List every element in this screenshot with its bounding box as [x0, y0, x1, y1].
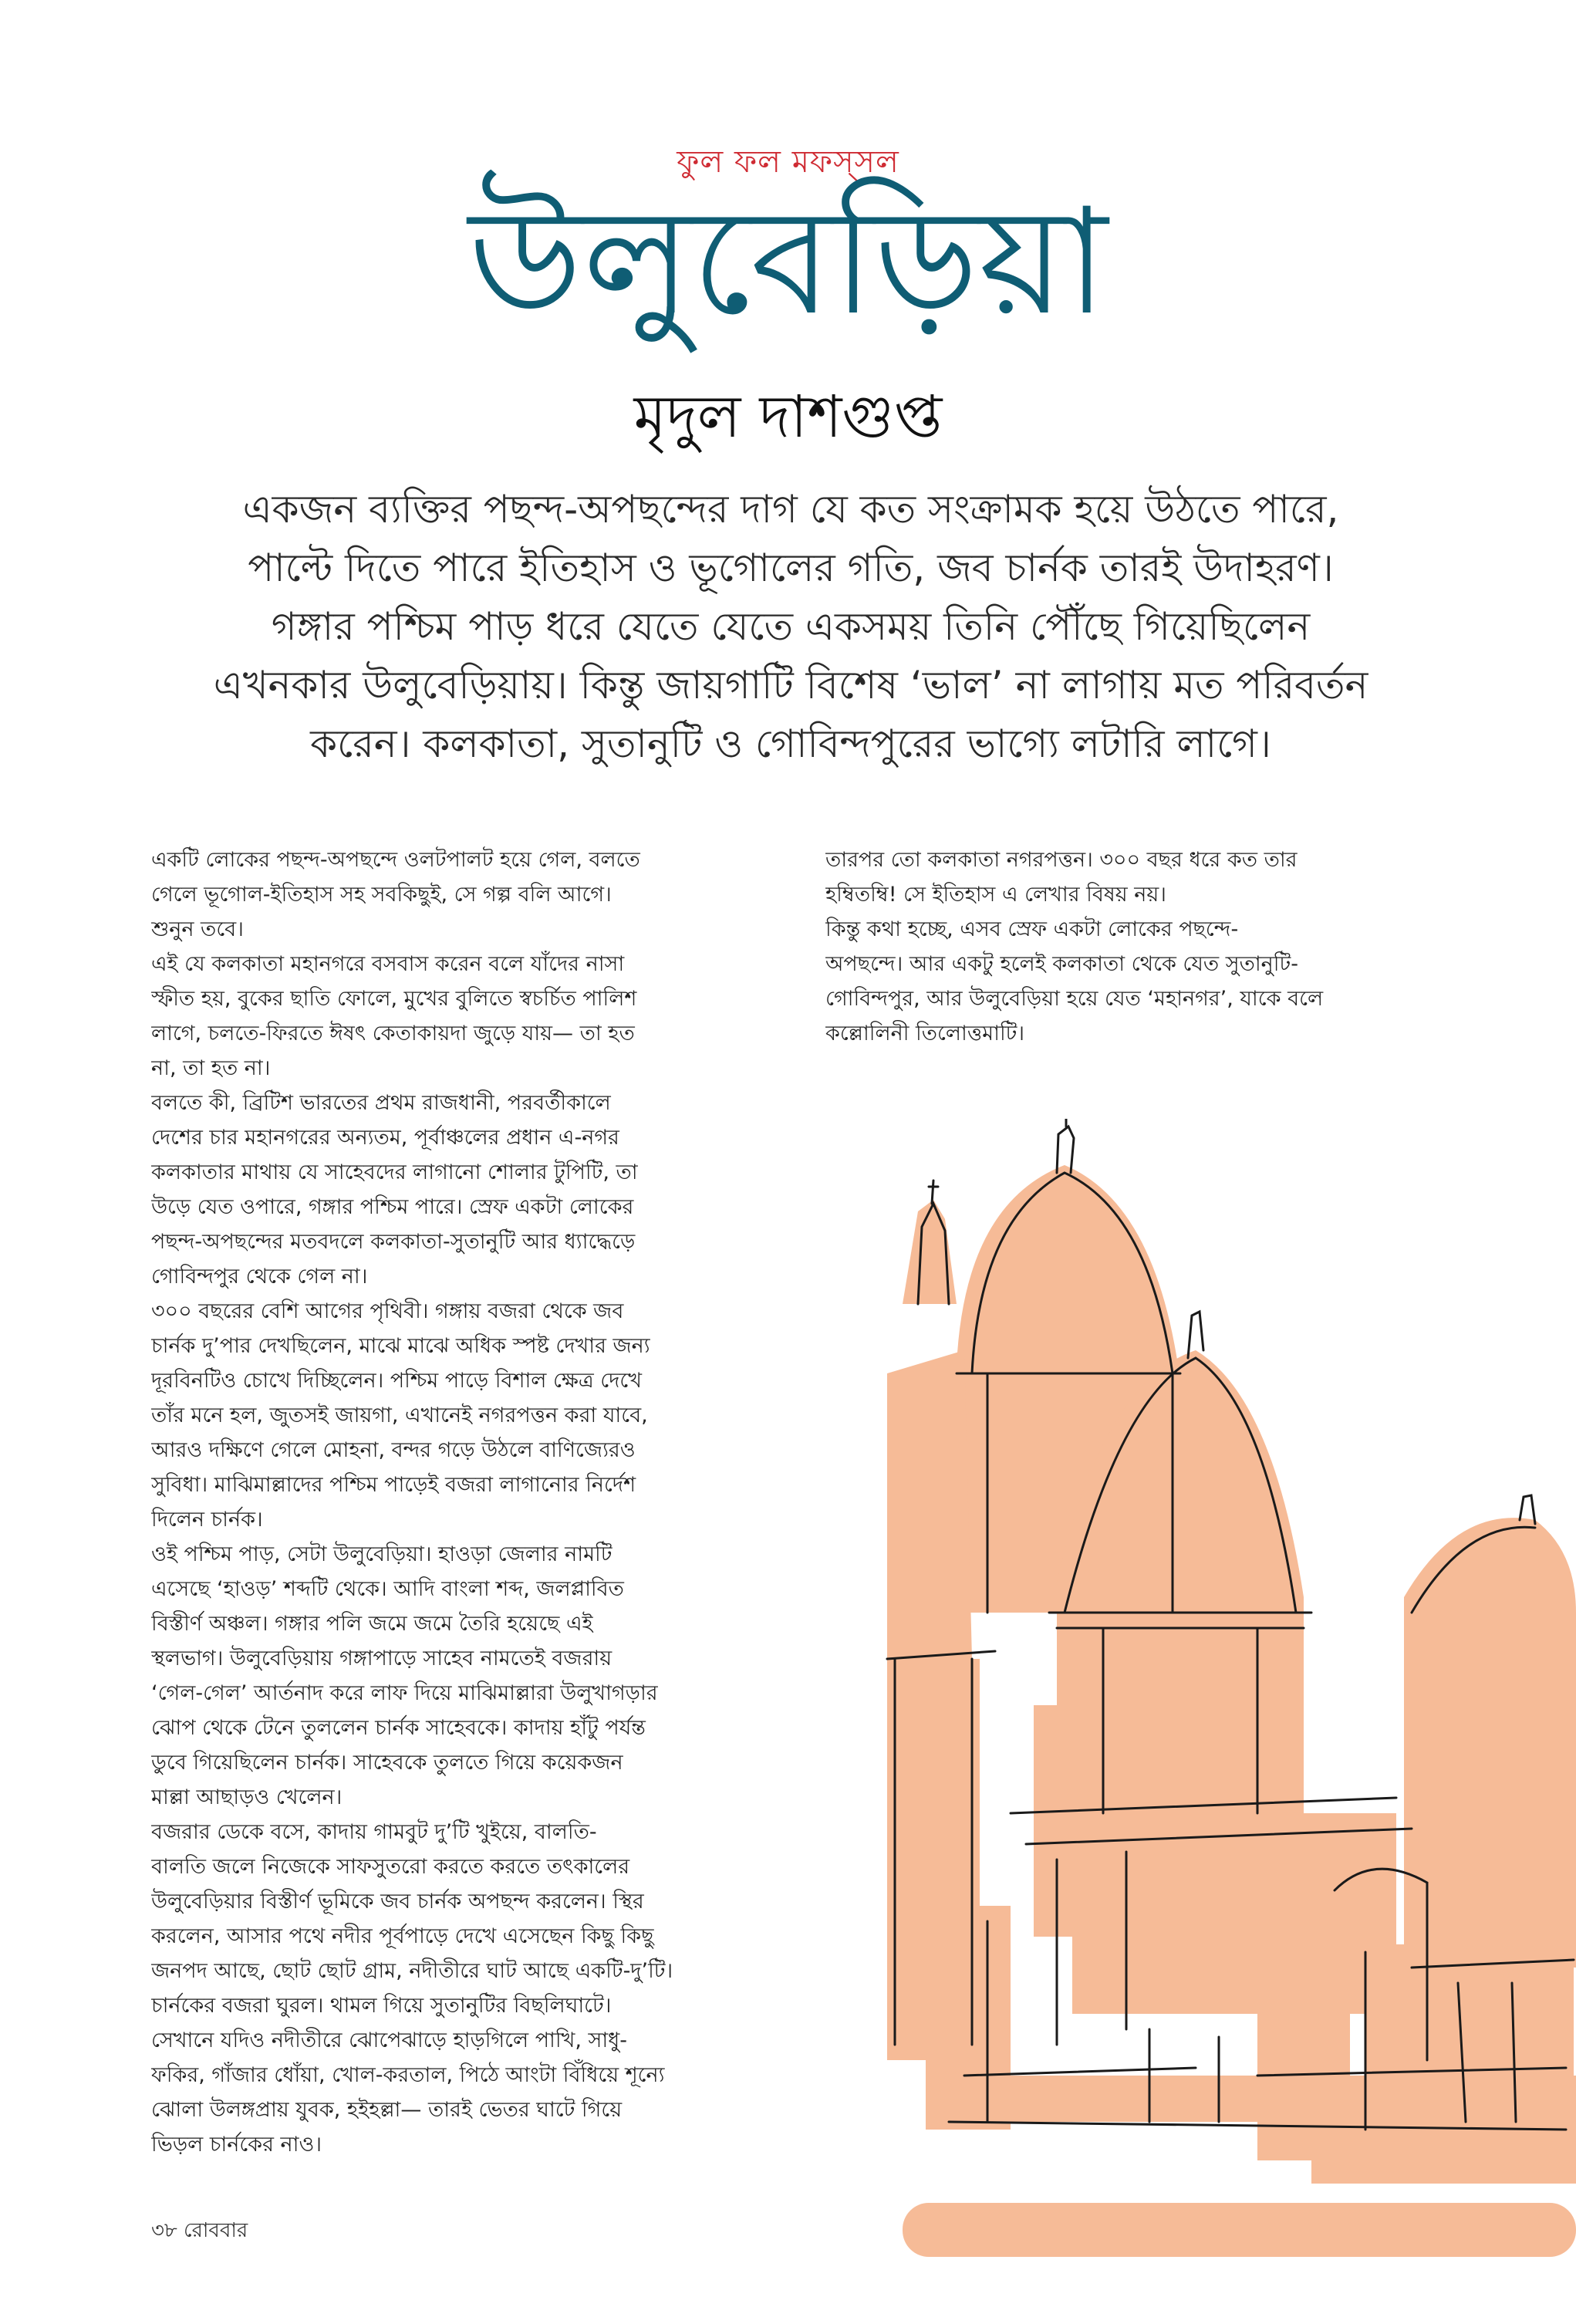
body-line: ৩০০ বছরের বেশি আগের পৃথিবী। গঙ্গায় বজরা থেকে জব [151, 1299, 624, 1323]
body-line: এই যে কলকাতা মহানগরে বসবাস করেন বলে যাঁদের নাসা [151, 952, 625, 976]
body-line: ঝোপ থেকে টেনে তুললেন চার্নক সাহেবকে। কাদায় হাঁটু পর্যন্ত [151, 1716, 646, 1740]
body-line: একটি লোকের পছন্দ-অপছন্দে ওলটপালট হয়ে গেল, বলতে [151, 848, 640, 872]
intro-line: গঙ্গার পশ্চিম পাড় ধরে যেতে যেতে একসময় তিনি পৌঁছে গিয়েছিলেন [271, 604, 1311, 649]
body-line: স্ফীত হয়, বুকের ছাতি ফোলে, মুখের বুলিতে স্বচর্চিত পালিশ [151, 987, 637, 1011]
section-kicker: ফুল ফল মফস্‌সল [677, 144, 899, 180]
body-column-left [151, 843, 768, 2162]
body-line: করলেন, আসার পথে নদীর পূর্বপাড়ে দেখে এসেছেন কিছু কিছু [151, 1924, 654, 1948]
body-line: তারপর তো কলকাতা নগরপত্তন। ৩০০ বছর ধরে কত তার [825, 848, 1298, 872]
body-line: গোবিন্দপুর থেকে গেল না। [151, 1265, 368, 1289]
body-line: সেখানে যদিও নদীতীরে ঝোপেঝাড়ে হাড়গিলে পাখি, সাধু- [151, 2028, 628, 2052]
body-line: ফকির, গাঁজার ধোঁয়া, খোল-করতাল, পিঠে আংটা বিঁধিয়ে শূন্যে [151, 2063, 665, 2087]
body-line: চার্নক দু’পার দেখছিলেন, মাঝে মাঝে অধিক স্পষ্ট দেখার জন্য [151, 1334, 650, 1358]
body-line: উড়ে যেত ওপারে, গঙ্গার পশ্চিম পারে। স্রেফ একটা লোকের [151, 1195, 634, 1219]
intro-line: পাল্টে দিতে পারে ইতিহাস ও ভূগোলের গতি, জব চার্নক তারই উদাহরণ। [248, 546, 1334, 590]
body-line: ওই পশ্চিম পাড়, সেটা উলুবেড়িয়া। হাওড়া জেলার নামটি [151, 1542, 613, 1566]
body-line: ডুবে গিয়েছিলেন চার্নক। সাহেবকে তুলতে গিয়ে কয়েকজন [151, 1751, 623, 1775]
body-line: অপছন্দে। আর একটু হলেই কলকাতা থেকে যেত সুতানুটি- [825, 952, 1298, 976]
body-line: দূরবিনটিও চোখে দিচ্ছিলেন। পশ্চিম পাড়ে বিশাল ক্ষেত্র দেখে [151, 1369, 642, 1393]
body-line: চার্নকের বজরা ঘুরল। থামল গিয়ে সুতানুটির বিছলিঘাটে। [151, 1994, 612, 2018]
temple-sketch-illustration [872, 1119, 1576, 2324]
body-line: এসেছে ‘হাওড়’ শব্দটি থেকে। আদি বাংলা শব্দ, জলপ্লাবিত [151, 1577, 624, 1601]
author-byline: মৃদুল দাশগুপ্ত [633, 382, 943, 451]
body-line: লাগে, চলতে-ফিরতে ঈষৎ কেতাকায়দা জুড়ে যায়— তা হত [151, 1022, 635, 1045]
body-line: ভিড়ল চার্নকের নাও। [151, 2133, 322, 2157]
body-line: কল্লোলিনী তিলোত্তমাটি। [825, 1022, 1025, 1045]
intro-line: এখনকার উলুবেড়িয়ায়। কিন্তু জায়গাটি বিশেষ ‘ভাল’ না লাগায় মত পরিবর্তন [213, 663, 1368, 708]
body-line: দিলেন চার্নক। [151, 1508, 263, 1532]
body-line: শুনুন তবে। [151, 917, 244, 941]
body-line: পছন্দ-অপছন্দের মতবদলে কলকাতা-সুতানুটি আর ধ্যাদ্ধেড়ে [151, 1230, 636, 1254]
intro-line: করেন। কলকাতা, সুতানুটি ও গোবিন্দপুরের ভাগ্যে লটারি লাগে। [310, 721, 1271, 766]
body-line: গোবিন্দপুর, আর উলুবেড়িয়া হয়ে যেত ‘মহানগর’, যাকে বলে [825, 987, 1324, 1011]
body-line: সুবিধা। মাঝিমাল্লাদের পশ্চিম পাড়েই বজরা লাগানোর নির্দেশ [151, 1473, 636, 1497]
intro-standfirst [162, 480, 1419, 773]
body-line: তাঁর মনে হল, জুতসই জায়গা, এখানেই নগরপত্তন করা যাবে, [151, 1404, 648, 1427]
intro-line: একজন ব্যক্তির পছন্দ-অপছন্দের দাগ যে কত সংক্রামক হয়ে উঠতে পারে, [242, 487, 1339, 532]
page-footer-folio: ৩৮ রোববার [151, 2219, 248, 2242]
body-line: গেলে ভূগোল-ইতিহাস সহ সবকিছুই, সে গল্প বলি আগে। [151, 883, 612, 907]
temple-wash [887, 1165, 1576, 2257]
body-line: স্থলভাগ। উলুবেড়িয়ায় গঙ্গাপাড়ে সাহেব নামতেই বজরায় [151, 1647, 613, 1670]
body-line: মাল্লা আছাড়ও খেলেন। [151, 1785, 343, 1809]
body-line: দেশের চার মহানগরের অন্যতম, পূর্বাঞ্চলের প্রধান এ-নগর [151, 1126, 619, 1150]
body-line: হম্বিতম্বি! সে ইতিহাস এ লেখার বিষয় নয়। [825, 883, 1166, 907]
body-column-right [825, 843, 1443, 1051]
body-line: ‘গেল-গেল’ আর্তনাদ করে লাফ দিয়ে মাঝিমাল্লারা উলুখাগড়ার [151, 1681, 658, 1705]
body-line: কিন্তু কথা হচ্ছে, এসব স্রেফ একটা লোকের পছন্দে- [825, 917, 1239, 941]
body-line: কলকাতার মাথায় যে সাহেবদের লাগানো শোলার টুপিটি, তা [151, 1160, 638, 1184]
body-line: বলতে কী, ব্রিটিশ ভারতের প্রথম রাজধানী, পরবর্তীকালে [151, 1091, 611, 1115]
body-line: বালতি জলে নিজেকে সাফসুতরো করতে করতে তৎকালের [151, 1855, 630, 1879]
body-line: জনপদ আছে, ছোট ছোট গ্রাম, নদীতীরে ঘাট আছে একটি-দু’টি। [151, 1959, 673, 1983]
body-line: না, তা হত না। [151, 1056, 271, 1080]
body-line: ঝোলা উলঙ্গপ্রায় যুবক, হইহল্লা— তারই ভেতর ঘাটে গিয়ে [151, 2098, 623, 2122]
article-title: উলুবেড়িয়া [468, 177, 1108, 347]
body-line: উলুবেড়িয়ার বিস্তীর্ণ ভূমিকে জব চার্নক অপছন্দ করলেন। স্থির [151, 1890, 644, 1914]
body-line: আরও দক্ষিণে গেলে মোহনা, বন্দর গড়ে উঠলে বাণিজ্যেরও [151, 1438, 636, 1462]
body-line: বজরার ডেকে বসে, কাদায় গামবুট দু’টি খুইয়ে, বালতি- [151, 1820, 597, 1844]
body-line: বিস্তীর্ণ অঞ্চল। গঙ্গার পলি জমে জমে তৈরি হয়েছে এই [151, 1612, 593, 1636]
